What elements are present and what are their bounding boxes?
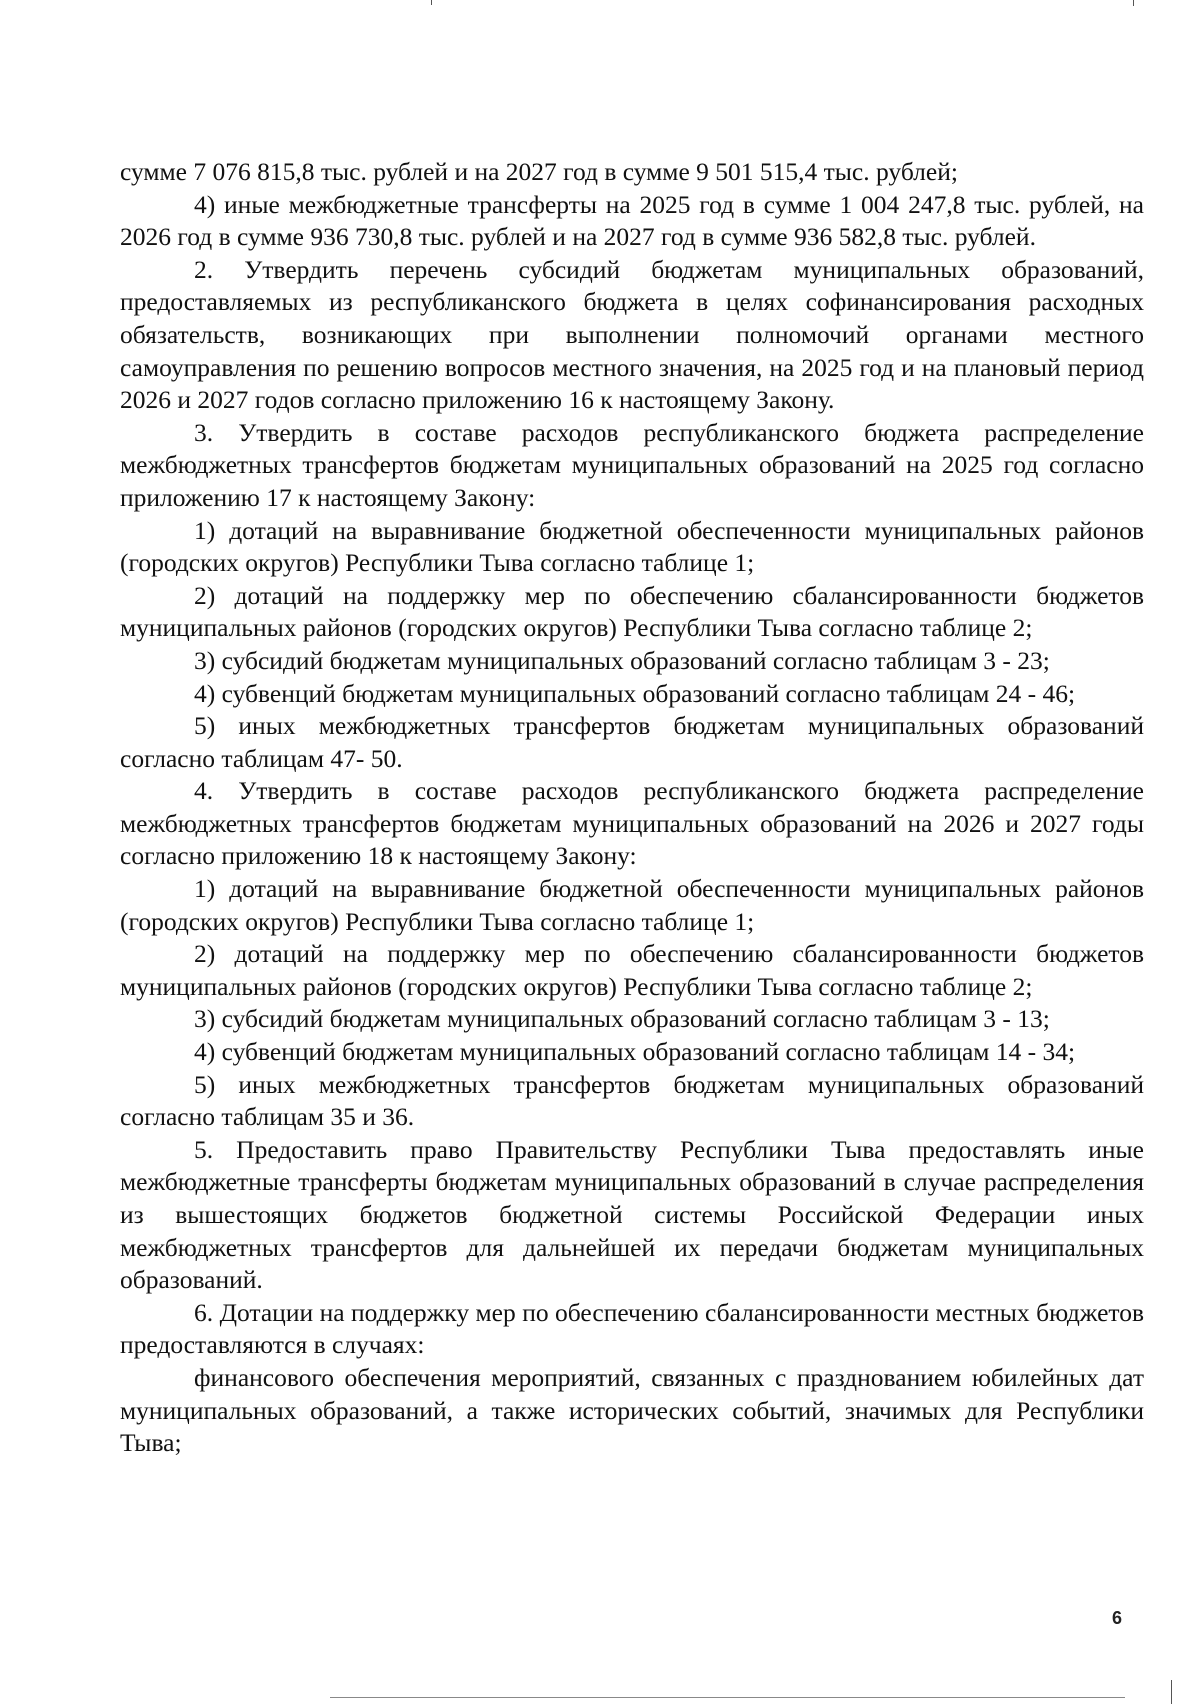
paragraph-section-6: 6. Дотации на поддержку мер по обеспечению сбалансированности местных бюджетов предоставляются в случаях: [120,1297,1144,1360]
scan-artifact-mark [1171,1680,1172,1704]
paragraph-continuation: сумме 7 076 815,8 тыс. рублей и на 2027 год в сумме 9 501 515,4 тыс. рублей; [120,157,958,186]
scan-artifact-mark [431,0,432,5]
paragraph-section-3-item-2: 2) дотаций на поддержку мер по обеспечению сбалансированности бюджетов муниципальных районов (городских округов) Республики Тыва согласно таблице 2; [120,580,1144,643]
paragraph-item-4-other-transfers: 4) иные межбюджетные трансферты на 2025 год в сумме 1 004 247,8 тыс. рублей, на 2026 год в сумме 936 730,8 тыс. рублей и на 2027 год в сумме 936 582,8 тыс. рублей. [120,189,1144,252]
paragraph-section-4-item-4: 4) субвенций бюджетам муниципальных образований согласно таблицам 14 - 34; [194,1037,1076,1067]
paragraph-section-3-item-4: 4) субвенций бюджетам муниципальных образований согласно таблицам 24 - 46; [194,678,1076,708]
paragraph-section-4-item-5: 5) иных межбюджетных трансфертов бюджетам муниципальных образований согласно таблицам 35 и 36. [120,1069,1144,1132]
paragraph-section-5: 5. Предоставить право Правительству Республики Тыва предоставлять иные межбюджетные трансферты бюджетам муниципальных образований в случае распределения из вышестоящих бюджетов бюджетной системы Российской Федерации иных межбюджетных трансфертов для дальнейшей их передачи бюджетам муниципальных образований. [120,1134,1144,1295]
scan-artifact-line [330,1697,1125,1698]
paragraph-section-4: 4. Утвердить в составе расходов республиканского бюджета распределение межбюджетных трансфертов бюджетам муниципальных образований на 2026 и 2027 годы согласно приложению 18 к настоящему Закону: [120,776,1144,871]
paragraph-section-6-case: финансового обеспечения мероприятий, связанных с празднованием юбилейных дат муниципальных образований, а также исторических событий, значимых для Республики Тыва; [120,1362,1144,1458]
paragraph-section-2: 2. Утвердить перечень субсидий бюджетам муниципальных образований, предоставляемых из республиканского бюджета в целях софинансирования расходных обязательств, возникающих при выполнении полномочий органами местного самоуправления по решению вопросов местного значения, на 2025 год и на плановый период 2026 и 2027 годов согласно приложению 16 к настоящему Закону. [120,254,1144,415]
scan-artifact-mark [1133,0,1134,6]
paragraph-section-3-item-5: 5) иных межбюджетных трансфертов бюджетам муниципальных образований согласно таблицам 47- 50. [120,711,1144,773]
paragraph-section-3: 3. Утвердить в составе расходов республиканского бюджета распределение межбюджетных трансфертов бюджетам муниципальных образований на 2025 год согласно приложению 17 к настоящему Закону: [120,417,1144,512]
paragraph-section-3-item-3: 3) субсидий бюджетам муниципальных образований согласно таблицам 3 - 23; [194,645,1050,675]
document-body [120,156,1144,1460]
page-number: 6 [1112,1608,1123,1628]
paragraph-section-4-item-1: 1) дотаций на выравнивание бюджетной обеспеченности муниципальных районов (городских округов) Республики Тыва согласно таблице 1; [120,874,1144,936]
paragraph-section-3-item-1: 1) дотаций на выравнивание бюджетной обеспеченности муниципальных районов (городских округов) Республики Тыва согласно таблице 1; [120,515,1144,578]
paragraph-section-4-item-2: 2) дотаций на поддержку мер по обеспечению сбалансированности бюджетов муниципальных районов (городских округов) Республики Тыва согласно таблице 2; [120,939,1144,1001]
paragraph-section-4-item-3: 3) субсидий бюджетам муниципальных образований согласно таблицам 3 - 13; [194,1004,1050,1034]
